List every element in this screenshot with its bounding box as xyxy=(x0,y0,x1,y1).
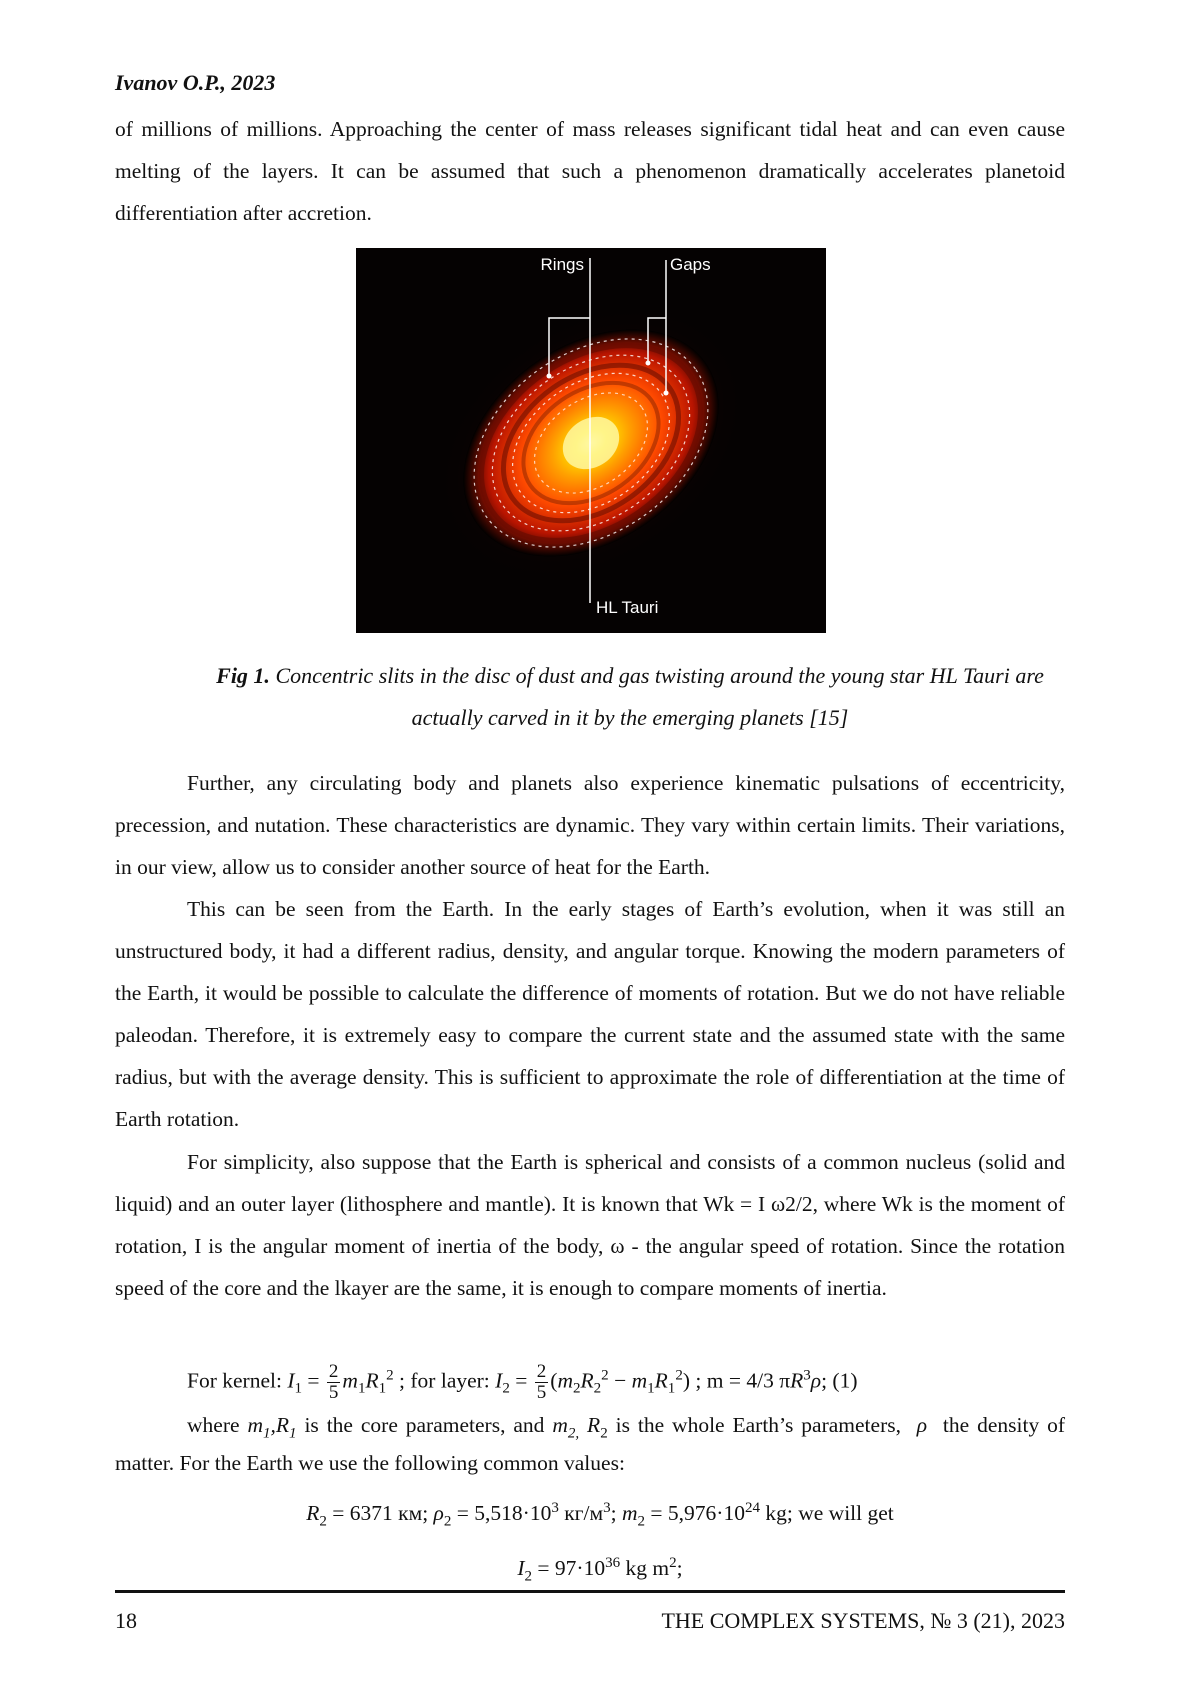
paragraph-1: of millions of millions. Approaching the center of mass releases significant tidal heat and can even cause melting of the layers. It can be assumed that such a phenomenon dramatically accelerates planetoid differentiation after accretion. xyxy=(115,117,1065,225)
label-gaps: Gaps xyxy=(670,255,711,274)
equation-number: (1) xyxy=(832,1368,858,1393)
i2-result: $I_2 = 97\cdot 10^{36}$ kg $m^2$; xyxy=(517,1555,683,1585)
paragraph-2: Further, any circulating body and planets also experience kinematic pulsations of eccentricity, precession, and nutation. These characteristics are dynamic. They vary within certain limits. Their variations, in our view, allow us to consider another source of heat for the Earth. xyxy=(115,771,1065,879)
paragraph-4: For simplicity, also suppose that the Earth is spherical and consists of a common nucleus (solid and liquid) and an outer layer (lithosphere and mantle). It is known that Wk = I ω2/2, where Wk is the moment of rotation, I is the angular moment of inertia of the body, ω - the angular speed of rotation. Since the rotation speed of the core and the lkayer are the same, it is enough to compare moments of inertia. xyxy=(115,1150,1065,1300)
earth-values: $R_2 = 6371$ км; $\rho_2 = 5,518\cdot 10^3$ $кг/м^3$; $m_2 = 5,976\cdot 10^{24}$ kg; we will get xyxy=(306,1500,894,1530)
layer-label: ; for layer: xyxy=(399,1368,490,1393)
fraction-2-5-layer: $\frac{2}{5}$ xyxy=(536,1361,547,1403)
journal-footer: THE COMPLEX SYSTEMS, № 3 (21), 2023 xyxy=(661,1608,1065,1633)
figure-caption xyxy=(200,655,1060,739)
kernel-label: For kernel: xyxy=(187,1368,282,1393)
fraction-2-5: $\frac{2}{5}$ xyxy=(328,1361,339,1403)
paragraph-3: This can be seen from the Earth. In the early stages of Earth’s evolution, when it was still an unstructured body, it had a different radius, density, and angular torque. Knowing the modern parameters of the Earth, it would be possible to calculate the difference of moments of rotation. But we do not have reliable paleodan. Therefore, it is extremely easy to compare the current state and the assumed state with the same radius, but with the average density. This is sufficient to approximate the role of differentiation at the time of Earth rotation. xyxy=(115,897,1065,1131)
footer-rule xyxy=(115,1590,1065,1593)
where-paragraph: where $m_1,R_1$ is the core parameters, and $m_{2,}$ $R_2$ is the whole Earth’s parameters, ρ the density of matter. For the Earth we use the following common values: xyxy=(115,1413,1066,1476)
mass-formula: ; m = 4/3 π xyxy=(695,1368,791,1393)
equation-1: For kernel: $I_1$ = $\frac{2}{5}$ $m_1R_1^2$ ; for layer: $I_2$ = $\frac{2}{5}$ $(m_2R_2^2 - m_1R_1^2)$ ; m = 4/3 $\pi R^3\rho$; (1) xyxy=(187,1361,858,1403)
figure-hl-tauri xyxy=(356,248,826,633)
caption-text: Concentric slits in the disc of dust and gas twisting around the young star HL Tauri are actually carved in it by the emerging planets [15] xyxy=(275,663,1044,730)
hl-tauri-disc-image xyxy=(356,248,826,633)
label-hl-tauri: HL Tauri xyxy=(596,598,659,617)
page-number: 18 xyxy=(115,1608,137,1633)
caption-label: Fig 1. xyxy=(216,663,270,688)
label-rings: Rings xyxy=(540,255,584,274)
running-head: Ivanov O.P., 2023 xyxy=(115,70,276,95)
